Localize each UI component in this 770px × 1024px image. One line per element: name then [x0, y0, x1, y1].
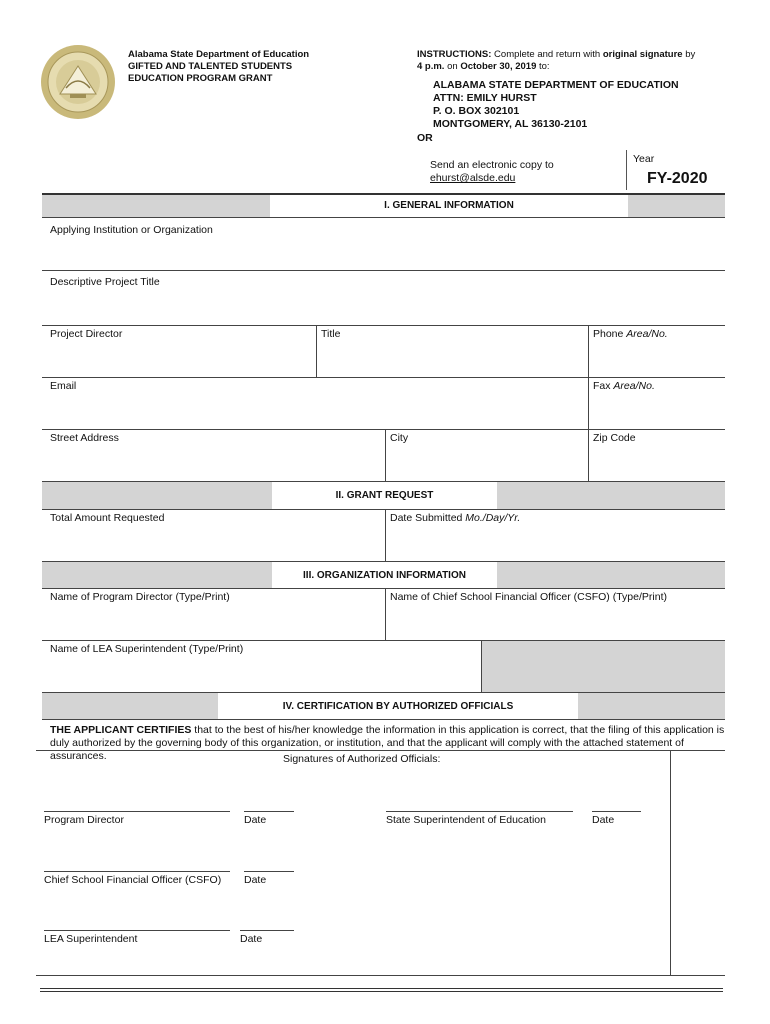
shaded-cell — [481, 641, 725, 692]
mailing-address — [433, 79, 679, 131]
instructions-prefix: INSTRUCTIONS: — [417, 49, 492, 60]
date-submitted-hint: Mo./Day/Yr. — [465, 512, 521, 524]
org-line-3: EDUCATION PROGRAM GRANT — [128, 73, 273, 84]
lea-superintendent-name-label: Name of LEA Superintendent (Type/Print) — [50, 643, 244, 655]
address-line-1: ALABAMA STATE DEPARTMENT OF EDUCATION — [433, 79, 679, 91]
section-shade-right — [497, 482, 725, 509]
state-superintendent-signature-line[interactable] — [386, 811, 573, 812]
instructions-emph2: 4 p.m. — [417, 61, 445, 72]
rule — [42, 588, 725, 589]
rule — [42, 217, 725, 218]
section-shade-right — [628, 195, 725, 217]
date-line-1[interactable] — [244, 811, 294, 812]
total-amount-label: Total Amount Requested — [50, 512, 165, 524]
org-line-1: Alabama State Department of Education — [128, 49, 310, 60]
footer-rule-2 — [40, 991, 723, 992]
state-superintendent-label: State Superintendent of Education — [386, 814, 546, 826]
phone-hint: Area/No. — [626, 328, 668, 340]
org-line-2: GIFTED AND TALENTED STUDENTS — [128, 61, 293, 72]
section-shade-right — [497, 562, 725, 588]
lea-superintendent-signature-line[interactable] — [44, 930, 230, 931]
street-address-label: Street Address — [50, 432, 119, 444]
title-label: Title — [321, 328, 341, 340]
csfo-name-label: Name of Chief School Financial Officer (CSFO) (Type/Print) — [390, 591, 667, 603]
divider — [385, 588, 386, 640]
program-director-name-label: Name of Program Director (Type/Print) — [50, 591, 230, 603]
certification-text: that to the best of his/her knowledge the information in this application is correct, that the filing of this application is duly authorized by the governing body of this organization, or institution, and that the applicant will comply with the attached statement of assurances. — [50, 724, 725, 762]
program-director-signature-line[interactable] — [44, 811, 230, 812]
email-link[interactable]: ehurst@alsde.edu — [430, 172, 516, 184]
rule — [42, 509, 725, 510]
address-line-4: MONTGOMERY, AL 36130-2101 — [433, 118, 588, 130]
section-organization-information: III. ORGANIZATION INFORMATION — [303, 570, 466, 581]
or-label: OR — [417, 132, 433, 144]
date-label-4: Date — [240, 933, 263, 945]
instructions-emph1: original signature — [602, 49, 683, 60]
year-label: Year — [633, 153, 655, 165]
phone-label — [593, 328, 668, 340]
phone-label-text: Phone — [593, 328, 627, 340]
zip-code-label: Zip Code — [593, 432, 636, 444]
instructions — [417, 49, 722, 73]
address-line-3: P. O. BOX 302101 — [433, 105, 520, 117]
section-shade-left — [42, 482, 272, 509]
rule — [42, 270, 725, 271]
rule — [42, 719, 725, 720]
divider — [316, 325, 317, 377]
fax-label-text: Fax — [593, 380, 614, 392]
applying-institution-label: Applying Institution or Organization — [50, 224, 213, 236]
date-label-2: Date — [592, 814, 615, 826]
section-certification: IV. CERTIFICATION BY AUTHORIZED OFFICIALS — [282, 701, 514, 712]
city-label: City — [390, 432, 409, 444]
csfo-label: Chief School Financial Officer (CSFO) — [44, 874, 222, 886]
rule — [42, 377, 725, 378]
header-organization — [128, 49, 309, 85]
divider — [588, 429, 589, 481]
date-line-2[interactable] — [592, 811, 641, 812]
date-line-3[interactable] — [244, 871, 294, 872]
email-label: Email — [50, 380, 77, 392]
fax-label — [593, 380, 655, 392]
instructions-emph3: October 30, 2019 — [460, 61, 537, 72]
electronic-copy-text: Send an electronic copy to — [430, 159, 554, 171]
address-line-2: ATTN: EMILY HURST — [433, 92, 537, 104]
section-grant-request: II. GRANT REQUEST — [335, 490, 434, 501]
date-submitted-label — [390, 512, 520, 524]
signatures-label: Signatures of Authorized Officials: — [283, 753, 441, 765]
section-shade-left — [42, 562, 272, 588]
rule — [42, 429, 725, 430]
divider — [481, 640, 482, 692]
section-shade-right — [578, 693, 725, 719]
instructions-text4: to: — [536, 61, 550, 72]
lea-superintendent-label: LEA Superintendent — [44, 933, 138, 945]
certification-lead: THE APPLICANT CERTIFIES — [50, 724, 192, 736]
rule — [36, 975, 725, 976]
instructions-text3: on — [444, 61, 461, 72]
project-title-label: Descriptive Project Title — [50, 276, 160, 288]
instructions-text1: Complete and return with — [491, 49, 603, 60]
divider — [385, 429, 386, 481]
section-shade-left — [42, 195, 270, 217]
project-director-label: Project Director — [50, 328, 123, 340]
rule — [36, 750, 725, 751]
divider — [385, 509, 386, 561]
section-shade-left — [42, 693, 218, 719]
fax-hint: Area/No. — [613, 380, 655, 392]
year-box — [626, 150, 725, 190]
date-line-4[interactable] — [240, 930, 294, 931]
date-label-1: Date — [244, 814, 267, 826]
program-director-label: Program Director — [44, 814, 124, 826]
alabama-seal-logo — [40, 44, 116, 120]
date-label-3: Date — [244, 874, 267, 886]
fiscal-year: FY-2020 — [647, 170, 708, 187]
divider — [670, 750, 671, 975]
electronic-copy — [430, 159, 554, 185]
rule — [42, 325, 725, 326]
instructions-text2: by — [682, 49, 696, 60]
csfo-signature-line[interactable] — [44, 871, 230, 872]
section-general-information: I. GENERAL INFORMATION — [384, 200, 514, 211]
footer-rule-1 — [40, 988, 723, 989]
date-submitted-text: Date Submitted — [390, 512, 466, 524]
